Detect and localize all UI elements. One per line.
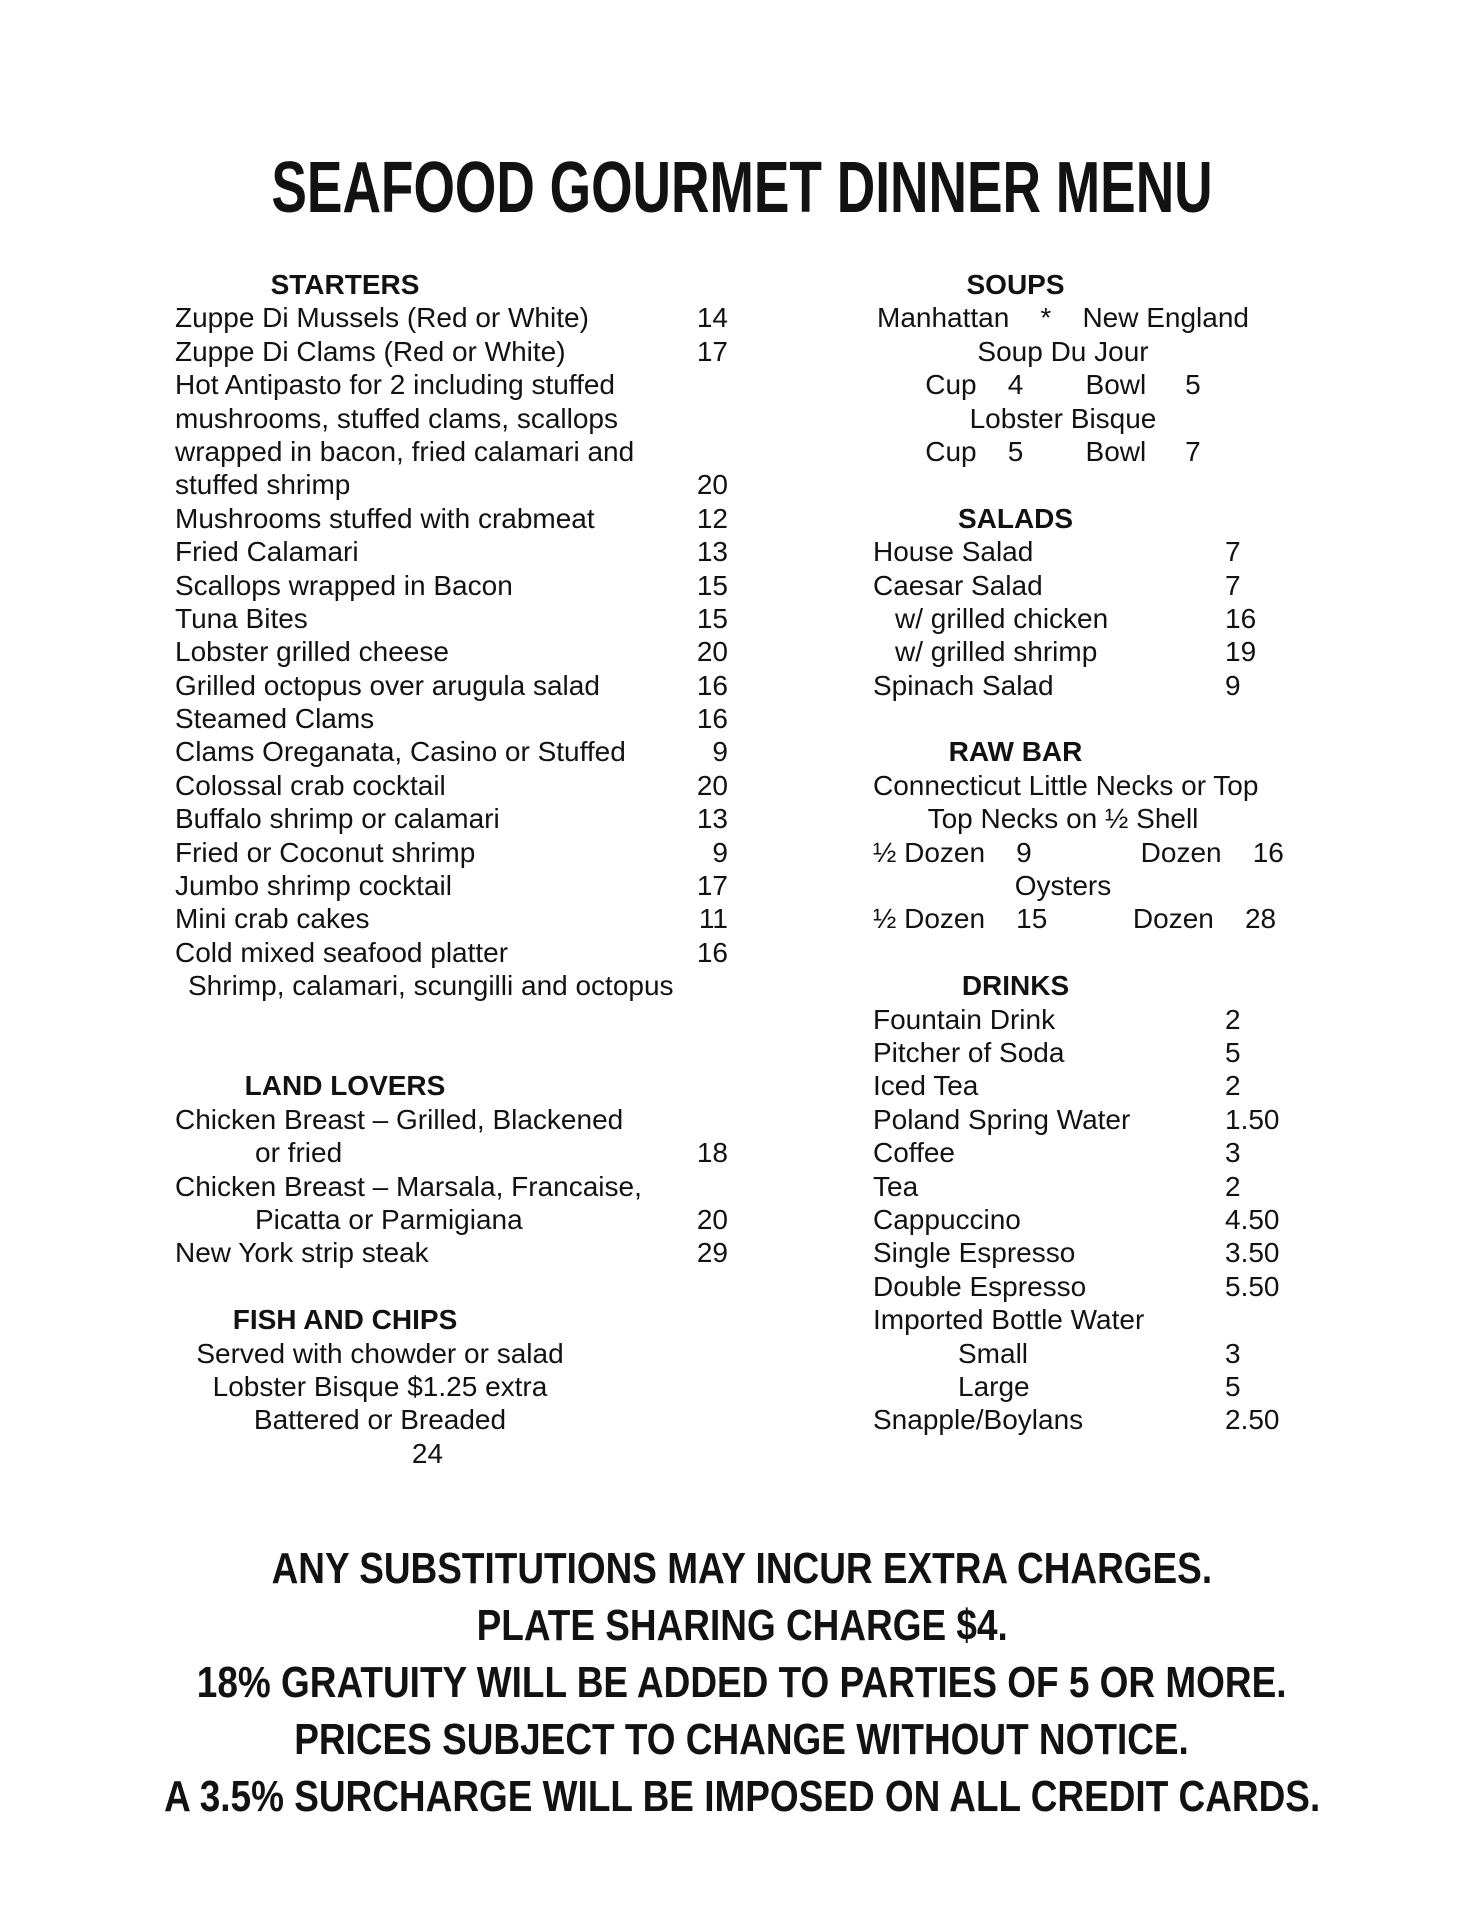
section-header-text: SOUPS xyxy=(966,269,1065,300)
item-name: Zuppe Di Mussels (Red or White) xyxy=(175,302,589,334)
footer-line xyxy=(0,1540,1484,1597)
item-name: Small xyxy=(958,1337,1029,1369)
line-text: Imported Bottle Water xyxy=(873,1304,1145,1336)
menu-item-row xyxy=(175,1203,728,1236)
line-text: Soup Du Jour xyxy=(977,335,1149,367)
item-name: or fried xyxy=(255,1137,343,1169)
section-header-text: RAW BAR xyxy=(948,736,1083,768)
menu-line xyxy=(175,1337,585,1370)
menu-line xyxy=(873,301,1253,334)
item-price: 29 xyxy=(696,1237,728,1269)
footer-line xyxy=(0,1597,1484,1654)
line-text: Chicken Breast – Marsala, Francaise, xyxy=(175,1170,642,1202)
item-price: 7 xyxy=(1225,569,1241,601)
item-name: Double Espresso xyxy=(873,1270,1087,1302)
footer-line-text: PLATE SHARING CHARGE $4. xyxy=(476,1601,1008,1650)
menu-line xyxy=(175,969,728,1002)
menu-item-row xyxy=(175,936,728,969)
item-price: 15 xyxy=(696,569,728,601)
menu-line xyxy=(175,368,728,401)
menu-item-row xyxy=(175,468,728,501)
menu-item-row xyxy=(175,635,728,668)
section-header-fish-and-chips xyxy=(175,1303,515,1336)
item-name: Mini crab cakes xyxy=(175,903,370,935)
menu-item-row xyxy=(175,535,728,568)
menu-item-row xyxy=(873,1103,1278,1136)
menu-line xyxy=(873,1303,1278,1336)
spacer xyxy=(175,1036,728,1069)
item-price: 11 xyxy=(698,903,728,935)
line-text: Battered or Breaded xyxy=(253,1404,507,1436)
item-price: 20 xyxy=(696,1203,728,1235)
line-text: Hot Antipasto for 2 including stuffed xyxy=(175,369,615,401)
item-name: Zuppe Di Clams (Red or White) xyxy=(175,335,566,367)
menu-item-row xyxy=(873,1036,1278,1069)
menu-item-row xyxy=(175,569,728,602)
item-name: Mushrooms stuffed with crabmeat xyxy=(175,502,595,534)
section-header-drinks xyxy=(873,969,1158,1002)
line-text: Top Necks on ½ Shell xyxy=(927,803,1199,835)
item-price: 1.50 xyxy=(1225,1103,1280,1135)
item-name: Tuna Bites xyxy=(175,602,308,634)
menu-item-row xyxy=(873,669,1278,702)
item-name: Poland Spring Water xyxy=(873,1103,1131,1135)
menu-item-row xyxy=(175,869,728,902)
menu-item-row xyxy=(873,1203,1278,1236)
menu-line xyxy=(873,368,1253,401)
menu-item-row xyxy=(175,335,728,368)
page-title-text: SEAFOOD GOURMET DINNER MENU xyxy=(271,148,1213,228)
item-price: 9 xyxy=(1225,669,1241,701)
footer-line-text: PRICES SUBJECT TO CHANGE WITHOUT NOTICE. xyxy=(294,1715,1190,1764)
item-name: w/ grilled chicken xyxy=(895,602,1109,634)
page-title xyxy=(0,148,1484,244)
item-price: 19 xyxy=(1225,636,1257,668)
menu-line xyxy=(175,1437,585,1470)
menu-line xyxy=(175,402,728,435)
item-name: Picatta or Parmigiana xyxy=(255,1203,523,1235)
item-price: 12 xyxy=(696,502,728,534)
menu-right-column xyxy=(873,268,1284,1437)
menu-item-row xyxy=(175,502,728,535)
item-name: Caesar Salad xyxy=(873,569,1043,601)
item-name: Spinach Salad xyxy=(873,669,1054,701)
footer-line-text: 18% GRATUITY WILL BE ADDED TO PARTIES OF 5 OR MORE. xyxy=(197,1658,1287,1707)
section-header-text: LAND LOVERS xyxy=(244,1070,446,1102)
menu-item-row xyxy=(873,1069,1278,1102)
item-price: 5.50 xyxy=(1225,1270,1280,1302)
item-price: 18 xyxy=(696,1137,728,1169)
spacer xyxy=(175,1003,728,1036)
item-price: 5 xyxy=(1225,1370,1241,1402)
spacer xyxy=(175,1270,728,1303)
line-text: Chicken Breast – Grilled, Blackened xyxy=(175,1103,624,1135)
menu-item-row xyxy=(873,569,1278,602)
item-price: 4.50 xyxy=(1225,1203,1280,1235)
item-price: 20 xyxy=(696,769,728,801)
menu-line xyxy=(873,769,1278,802)
item-price: 17 xyxy=(696,335,728,367)
spacer xyxy=(873,936,1278,969)
footer-line-text: A 3.5% SURCHARGE WILL BE IMPOSED ON ALL CREDIT CARDS. xyxy=(163,1772,1321,1821)
section-header-starters xyxy=(175,268,515,301)
item-name: Fried or Coconut shrimp xyxy=(175,836,476,868)
line-text: 24 xyxy=(411,1437,444,1469)
menu-item-row xyxy=(873,535,1278,568)
item-price: 14 xyxy=(696,302,728,334)
item-price: 20 xyxy=(696,469,728,501)
menu-item-row xyxy=(175,702,728,735)
line-text: mushrooms, stuffed clams, scallops xyxy=(175,402,618,434)
menu-item-row xyxy=(175,301,728,334)
menu-line xyxy=(873,802,1253,835)
section-header-raw-bar xyxy=(873,735,1158,768)
item-price: 9 xyxy=(712,836,728,868)
menu-item-row xyxy=(873,1003,1278,1036)
item-name: Clams Oreganata, Casino or Stuffed xyxy=(175,736,626,768)
menu-item-row xyxy=(873,1337,1278,1370)
item-price: 5 xyxy=(1225,1036,1241,1068)
footer-line xyxy=(0,1768,1484,1825)
menu-item-row xyxy=(175,769,728,802)
menu-line xyxy=(873,402,1253,435)
item-name: Steamed Clams xyxy=(175,703,375,735)
line-text: Connecticut Little Necks or Top xyxy=(873,769,1259,801)
menu-item-row xyxy=(175,802,728,835)
item-price: 16 xyxy=(696,936,728,968)
line-text: Manhattan * New England xyxy=(877,302,1249,334)
section-header-land-lovers xyxy=(175,1069,515,1102)
line-text: Shrimp, calamari, scungilli and octopus xyxy=(188,970,674,1002)
item-price: 7 xyxy=(1225,536,1241,568)
menu-line xyxy=(175,1170,728,1203)
line-text: ½ Dozen 9 Dozen 16 xyxy=(873,836,1284,868)
menu-line xyxy=(175,1370,585,1403)
menu-item-row xyxy=(873,602,1278,635)
menu-line xyxy=(175,1403,585,1436)
item-price: 2.50 xyxy=(1225,1404,1280,1436)
menu-item-row xyxy=(175,1136,728,1169)
item-name: Scallops wrapped in Bacon xyxy=(175,569,513,601)
item-name: Coffee xyxy=(873,1137,955,1169)
menu-item-row xyxy=(873,635,1278,668)
item-name: Snapple/Boylans xyxy=(873,1404,1084,1436)
item-price: 9 xyxy=(712,736,728,768)
item-name: Lobster grilled cheese xyxy=(175,636,449,668)
item-name: Jumbo shrimp cocktail xyxy=(175,870,452,902)
menu-line xyxy=(873,335,1253,368)
item-price: 2 xyxy=(1225,1170,1241,1202)
section-header-salads xyxy=(873,502,1158,535)
menu-item-row xyxy=(873,1403,1278,1436)
item-price: 16 xyxy=(1225,602,1257,634)
menu-left-column xyxy=(175,268,728,1470)
menu-line xyxy=(873,836,1284,869)
item-name: Colossal crab cocktail xyxy=(175,769,446,801)
menu-item-row xyxy=(175,836,728,869)
item-price: 20 xyxy=(696,636,728,668)
menu-line xyxy=(873,435,1253,468)
item-price: 3.50 xyxy=(1225,1237,1280,1269)
item-name: Fountain Drink xyxy=(873,1003,1056,1035)
line-text: Oysters xyxy=(1014,870,1112,902)
item-name: Fried Calamari xyxy=(175,536,359,568)
item-price: 3 xyxy=(1225,1337,1241,1369)
item-price: 16 xyxy=(696,703,728,735)
menu-item-row xyxy=(873,1236,1278,1269)
menu-item-row xyxy=(873,1370,1278,1403)
item-price: 13 xyxy=(696,536,728,568)
footer-line xyxy=(0,1711,1484,1768)
footer-line xyxy=(0,1654,1484,1711)
menu-item-row xyxy=(175,902,728,935)
item-name: Grilled octopus over arugula salad xyxy=(175,669,600,701)
line-text: Lobster Bisque xyxy=(969,402,1157,434)
menu-item-row xyxy=(175,602,728,635)
item-price: 3 xyxy=(1225,1137,1241,1169)
menu-item-row xyxy=(175,735,728,768)
item-price: 13 xyxy=(696,803,728,835)
item-price: 15 xyxy=(696,602,728,634)
section-header-text: STARTERS xyxy=(270,269,420,300)
spacer xyxy=(873,468,1278,501)
line-text: ½ Dozen 15 Dozen 28 xyxy=(873,903,1277,935)
spacer xyxy=(873,702,1278,735)
item-name: stuffed shrimp xyxy=(175,469,351,501)
section-header-text: DRINKS xyxy=(961,970,1070,1002)
section-header-soups xyxy=(873,268,1158,301)
menu-item-row xyxy=(873,1270,1278,1303)
item-price: 16 xyxy=(696,669,728,701)
menu-item-row xyxy=(175,669,728,702)
line-text: Cup 5 Bowl 7 xyxy=(925,435,1201,467)
section-header-text: FISH AND CHIPS xyxy=(232,1304,458,1336)
menu-line xyxy=(873,902,1278,935)
line-text: Served with chowder or salad xyxy=(196,1337,564,1369)
item-price: 2 xyxy=(1225,1003,1241,1035)
item-name: Tea xyxy=(873,1170,919,1202)
item-name: New York strip steak xyxy=(175,1237,429,1269)
item-name: Iced Tea xyxy=(873,1070,979,1102)
item-price: 17 xyxy=(696,870,728,902)
item-name: Single Espresso xyxy=(873,1237,1076,1269)
menu-item-row xyxy=(873,1170,1278,1203)
menu-item-row xyxy=(175,1236,728,1269)
item-name: Buffalo shrimp or calamari xyxy=(175,803,500,835)
line-text: Lobster Bisque $1.25 extra xyxy=(212,1370,548,1402)
item-name: Pitcher of Soda xyxy=(873,1036,1065,1068)
item-name: Large xyxy=(958,1370,1030,1402)
item-name: Cappuccino xyxy=(873,1203,1021,1235)
menu-line xyxy=(175,1103,728,1136)
item-name: Cold mixed seafood platter xyxy=(175,936,509,968)
item-name: House Salad xyxy=(873,536,1034,568)
line-text: Cup 4 Bowl 5 xyxy=(925,369,1201,401)
line-text: wrapped in bacon, fried calamari and xyxy=(175,435,635,467)
menu-item-row xyxy=(873,1136,1278,1169)
section-header-text: SALADS xyxy=(957,502,1074,534)
menu-line xyxy=(175,435,728,468)
footer-notes xyxy=(0,1540,1484,1825)
footer-line-text: ANY SUBSTITUTIONS MAY INCUR EXTRA CHARGES. xyxy=(271,1544,1213,1593)
item-price: 2 xyxy=(1225,1070,1241,1102)
menu-line xyxy=(873,869,1253,902)
item-name: w/ grilled shrimp xyxy=(895,636,1098,668)
